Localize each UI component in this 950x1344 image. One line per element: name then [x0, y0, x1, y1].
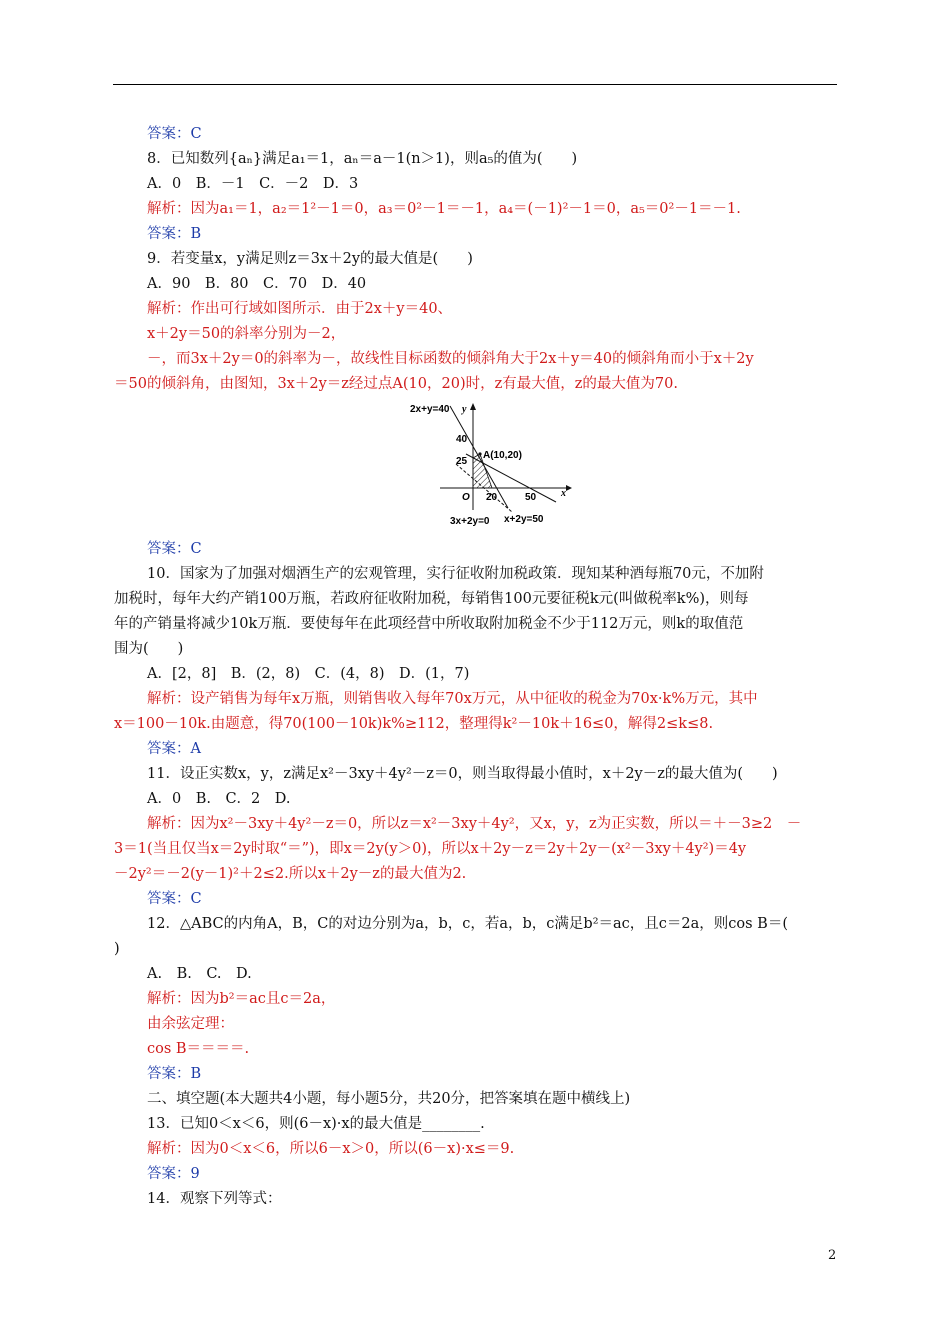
- question-line: A. B. C. D.: [147, 966, 252, 982]
- solution-line: 解析：因为x²－3xy＋4y²－z＝0，所以z＝x²－3xy＋4y²，又x，y，z为正实数，所以＝＋－3≥2 －: [147, 816, 802, 832]
- label-line2: x+2y=50: [504, 514, 544, 525]
- question-line: A．90 B．80 C．70 D．40: [147, 276, 367, 292]
- feasible-region-graph: [408, 398, 578, 528]
- answer-line: 答案：C: [147, 541, 202, 557]
- label-y-axis: y: [462, 404, 467, 415]
- solution-line: 3＝1(当且仅当x＝2y时取“＝”)，即x＝2y(y＞0)，所以x＋2y－z＝2y＋2y－(x²－3xy＋4y²)＝4y: [114, 841, 747, 857]
- question-line: A．0 B. C．2 D.: [147, 791, 291, 807]
- answer-line: 答案：B: [147, 226, 202, 242]
- solution-line: 解析：因为0＜x＜6，所以6－x＞0，所以(6－x)·x≤＝9.: [147, 1141, 515, 1157]
- label-x50: 50: [525, 492, 537, 503]
- answer-line: 答案：B: [147, 1066, 202, 1082]
- solution-line: －2y²＝－2(y－1)²＋2≤2.所以x＋2y－z的最大值为2.: [114, 866, 467, 882]
- question-line: 10．国家为了加强对烟酒生产的宏观管理，实行征收附加税政策．现知某种酒每瓶70元，不加附: [147, 566, 764, 582]
- question-line: A．[2，8] B．(2，8) C．(4，8) D．(1，7): [147, 666, 470, 682]
- page-number: 2: [828, 1248, 837, 1263]
- question-line: A．0 B．－1 C．－2 D．3: [147, 176, 359, 192]
- solution-line: ＝50的倾斜角，由图知，3x＋2y＝z经过点A(10，20)时，z有最大值，z的最大值为70.: [114, 376, 678, 392]
- solution-line: cos B＝＝＝＝.: [147, 1041, 250, 1057]
- label-line1: 2x+y=40: [410, 404, 450, 415]
- question-line: 14．观察下列等式：: [147, 1191, 282, 1207]
- question-line: 11．设正实数x，y，z满足x²－3xy＋4y²－z＝0，则当取得最小值时，x＋2y－z的最大值为( ): [147, 766, 778, 782]
- question-line: 12．△ABC的内角A，B，C的对边分别为a，b，c，若a，b，c满足b²＝ac，且c＝2a，则cos B＝(: [147, 916, 788, 932]
- solution-line: x＋2y＝50的斜率分别为－2，: [147, 326, 346, 342]
- question-line: 8．已知数列{aₙ}满足a₁＝1，aₙ＝a－1(n＞1)，则a₅的值为( ): [147, 151, 578, 167]
- answer-line: 答案：C: [147, 126, 202, 142]
- label-line-objective: 3x+2y=0: [450, 516, 490, 527]
- solution-line: 解析：因为a₁＝1，a₂＝1²－1＝0，a₃＝0²－1＝－1，a₄＝(－1)²－1＝0，a₅＝0²－1＝－1.: [147, 201, 741, 217]
- y-axis-arrow: [470, 403, 476, 410]
- question-line: 13．已知0＜x＜6，则(6－x)·x的最大值是________.: [147, 1116, 485, 1132]
- question-line: 围为( ): [114, 641, 184, 657]
- label-point-a: A(10,20): [483, 450, 522, 461]
- label-y25: 25: [456, 456, 468, 467]
- question-line: 加税时，每年大约产销100万瓶，若政府征收附加税，每销售100元要征税k元(叫做税率k%)，则每: [114, 591, 749, 607]
- solution-line: 由余弦定理：: [147, 1016, 234, 1032]
- answer-line: 答案：A: [147, 741, 201, 757]
- label-x-axis: x: [561, 488, 566, 499]
- question-line: 二、填空题(本大题共4小题，每小题5分，共20分，把答案填在题中横线上): [147, 1091, 631, 1107]
- point-a: [478, 452, 481, 455]
- question-line: 9．若变量x，y满足则z＝3x＋2y的最大值是( ): [147, 251, 473, 267]
- solution-line: 解析：设产销售为每年x万瓶，则销售收入每年70x万元，从中征收的税金为70x·k%万元，其中: [147, 691, 758, 707]
- answer-line: 答案：9: [147, 1166, 200, 1182]
- header-rule: [113, 84, 837, 85]
- label-origin: O: [462, 492, 470, 503]
- solution-line: 解析：因为b²＝ac且c＝2a，: [147, 991, 336, 1007]
- solution-line: －，而3x＋2y＝0的斜率为－，故线性目标函数的倾斜角大于2x＋y＝40的倾斜角而小于x＋2y: [147, 351, 754, 367]
- solution-line: 解析：作出可行域如图所示．由于2x＋y＝40、: [147, 301, 453, 317]
- solution-line: x＝100－10k.由题意，得70(100－10k)k%≥112，整理得k²－10k＋16≤0，解得2≤k≤8.: [114, 716, 714, 732]
- question-line: ): [114, 941, 120, 957]
- feasible-region-figure: [408, 398, 578, 532]
- label-y40: 40: [456, 434, 468, 445]
- question-line: 年的产销量将减少10k万瓶．要使每年在此项经营中所收取附加税金不少于112万元，则k的取值范: [114, 616, 744, 632]
- answer-line: 答案：C: [147, 891, 202, 907]
- x-axis-arrow: [566, 485, 572, 491]
- label-x20: 20: [486, 492, 498, 503]
